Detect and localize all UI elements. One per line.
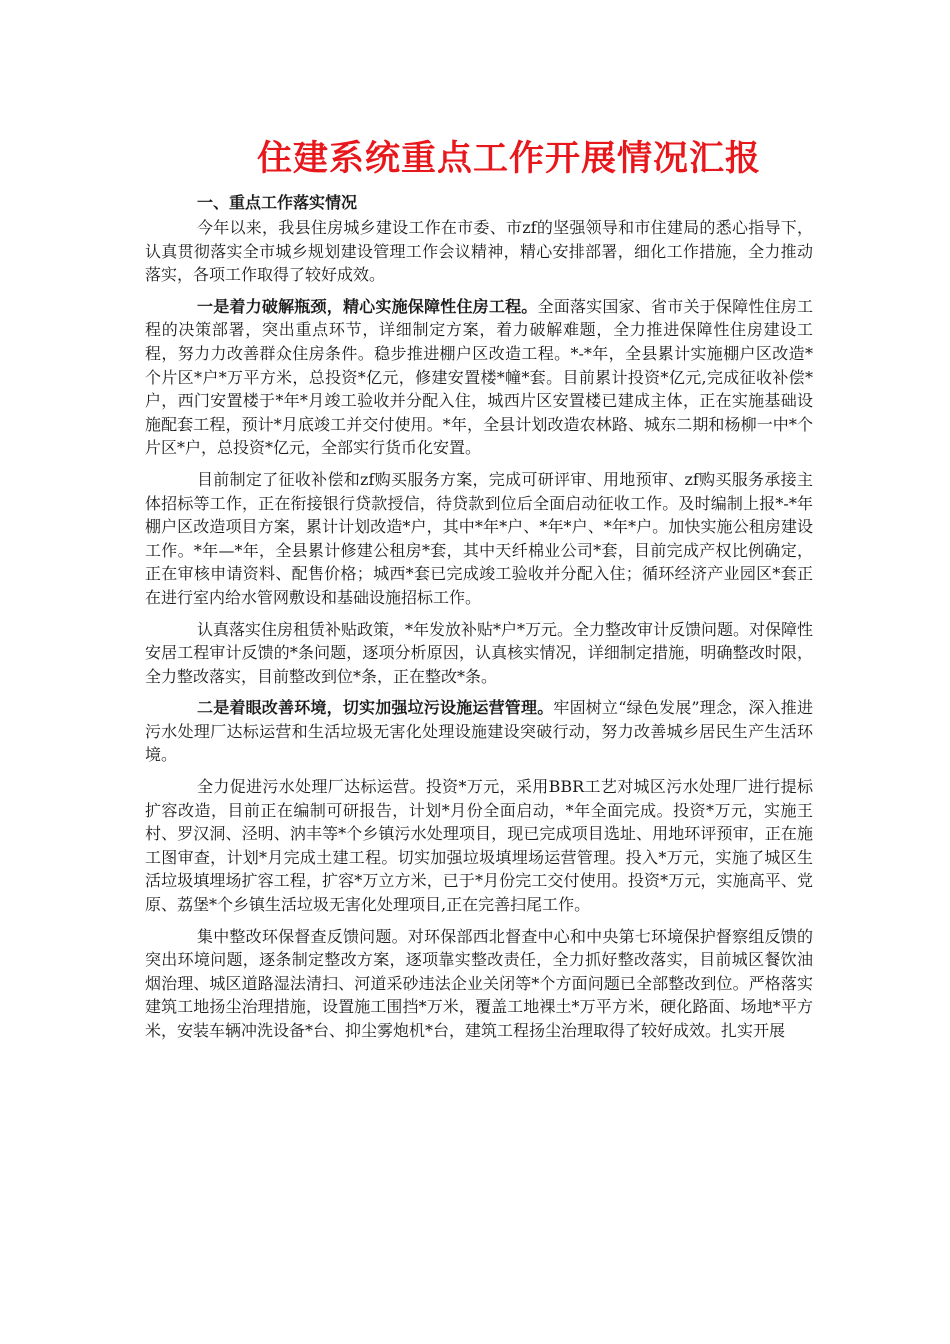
paragraph-text: 集中整改环保督查反馈问题。对环保部西北督查中心和中央第七环境保护督察组反馈的突出环境问题，逐条制定整改方案，逐项靠实整改责任，全力抓好整改落实，目前城区餐饮油烟治理、城区道路湿法清扫、河道采砂违法企业关闭等*个方面问题已全部整改到位。严格落实建筑工地扬尘治理措施，设置施工围挡*万米，覆盖工地裸土*万平方米，硬化路面、场地*平方米，安装车辆冲洗设备*台、抑尘雾炮机*台，建筑工程扬尘治理取得了较好成效。扎实开展	[145, 926, 813, 1040]
paragraph-text: 牢固树立“绿色发展”理念，深入推进污水处理厂达标运营和生活垃圾无害化处理设施建设突破行动，努力改善城乡居民生产生活环境。	[145, 698, 813, 765]
document-title: 住建系统重点工作开展情况汇报	[256, 139, 761, 179]
paragraph-environment	[145, 696, 813, 767]
paragraph-housing	[145, 295, 813, 460]
paragraph-lead: 一是着力破解瓶颈，精心实施保障性住房工程。	[197, 296, 538, 316]
section-heading: 一、重点工作落实情况	[197, 193, 358, 212]
paragraph-sewage	[145, 775, 813, 917]
paragraph-text: 目前制定了征收补偿和zf购买服务方案，完成可研评审、用地预审、zf购买服务承接主体招标等工作，正在衔接银行贷款授信，待贷款到位后全面启动征收工作。及时编制上报*-*年棚户区改造项目方案，累计计划改造*户，其中*年*户、*年*户、*年*户。加快实施公租房建设工作。*年—*年，全县累计修建公租房*套，其中天纤棉业公司*套，目前完成产权比例确定，正在审核申请资料、配售价格；城西*套已完成竣工验收并分配入住；循环经济产业园区*套正在进行室内给水管网敷设和基础设施招标工作。	[145, 469, 813, 607]
paragraph-text: 全力促进污水处理厂达标运营。投资*万元，采用BBR工艺对城区污水处理厂进行提标扩容改造，目前正在编制可研报告，计划*月份全面启动，*年全面完成。投资*万元，实施王村、罗汉洞、泾明、汭丰等*个乡镇污水处理项目，现已完成项目选址、用地环评预审，正在施工图审查，计划*月完成土建工程。切实加强垃圾填埋场运营管理。投入*万元，实施了城区生活垃圾填埋场扩容工程，扩容*万立方米，已于*月份完工交付使用。投资*万元，实施高平、党原、荔堡*个乡镇生活垃圾无害化处理项目,正在完善扫尾工作。	[145, 777, 813, 915]
paragraph-compensation	[145, 468, 813, 610]
document-page	[145, 128, 813, 1043]
paragraph-text: 全面落实国家、省市关于保障性住房工程的决策部署，突出重点环节，详细制定方案，着力破解难题，全力推进保障性住房建设工程，努力力改善群众住房条件。稳步推进棚户区改造工程。*-*年，全县累计实施棚户区改造*个片区*户*万平方米，总投资*亿元，修建安置楼*幢*套。目前累计投资*亿元,完成征收补偿*户，西门安置楼于*年*月竣工验收并分配入住，城西片区安置楼已建成主体，正在实施基础设施配套工程，预计*月底竣工并交付使用。*年，全县计划改造农林路、城东二期和杨柳一中*个片区*户，总投资*亿元，全部实行货币化安置。	[145, 296, 813, 458]
paragraph-rental-subsidy	[145, 618, 813, 689]
paragraph-inspection	[145, 925, 813, 1043]
paragraph-intro	[145, 216, 813, 287]
paragraph-text: 今年以来，我县住房城乡建设工作在市委、市zf的坚强领导和市住建局的悉心指导下，认真贯彻落实全市城乡规划建设管理工作会议精神，精心安排部署，细化工作措施，全力推动落实，各项工作取得了较好成效。	[145, 218, 813, 285]
paragraph-lead: 二是着眼改善环境，切实加强垃污设施运营管理。	[197, 698, 554, 718]
paragraph-text: 认真落实住房租赁补贴政策，*年发放补贴*户*万元。全力整改审计反馈问题。对保障性安居工程审计反馈的*条问题，逐项分析原因，认真核实情况，详细制定措施，明确整改时限，全力整改落实，目前整改到位*条，正在整改*条。	[145, 619, 814, 686]
